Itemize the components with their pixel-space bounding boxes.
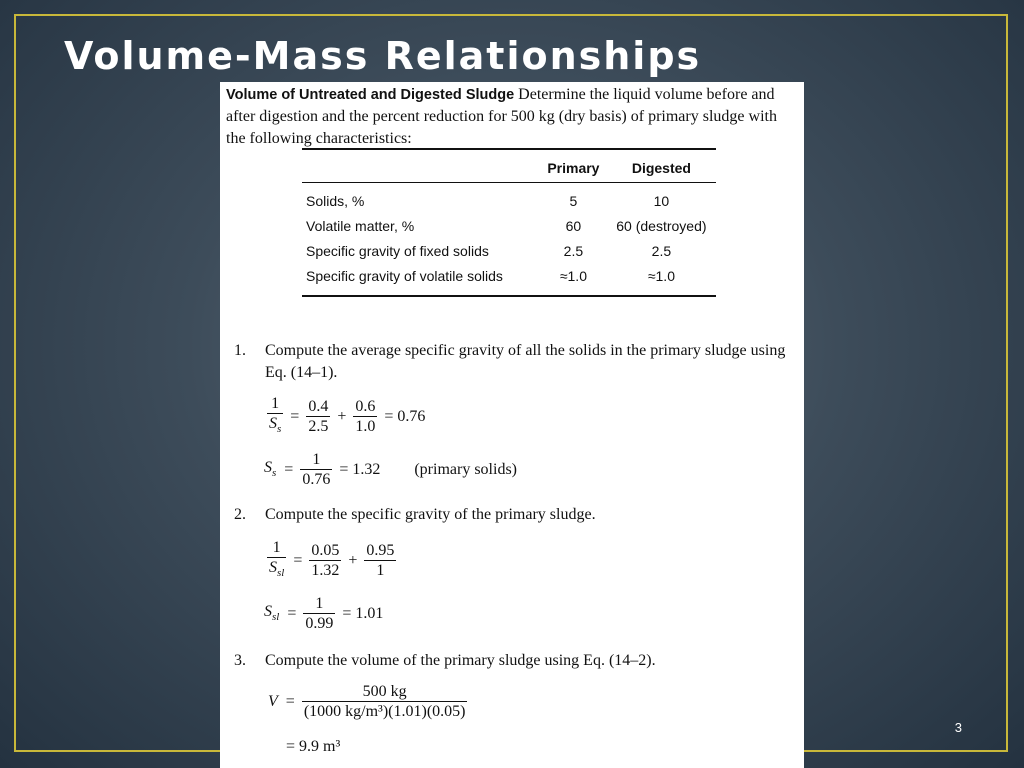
table-header-digested: Digested xyxy=(607,149,716,183)
equation-note: (primary solids) xyxy=(414,460,517,478)
fraction: $\frac{1}{0.76}$ xyxy=(302,451,331,488)
equation-sludge-volume: V = $\frac{500 kg}{\text{(1000 kg/m³)(1.01)(0.05)}}$ xyxy=(268,683,466,720)
fraction: $\frac{1}{S_{sl}}$ xyxy=(269,539,285,580)
table-row xyxy=(302,263,716,296)
table-row xyxy=(302,213,716,238)
step-number: 1. xyxy=(234,342,246,359)
digested-value: 2.5 xyxy=(651,242,672,259)
page-number: 3 xyxy=(954,720,962,735)
row-label: Specific gravity of volatile solids xyxy=(306,267,503,284)
problem-text: Determine the liquid volume before and after digestion and the percent reduction for 500 kg (dry basis) of primary sludge with the following characteristics: xyxy=(226,86,777,147)
fraction: $\frac{1}{0.99}$ xyxy=(305,595,334,632)
step-number: 3. xyxy=(234,652,246,669)
fraction: $\frac{500 kg}{\text{(1000 kg/m³)(1.01)(0.05)}}$ xyxy=(303,683,466,720)
problem-statement xyxy=(226,84,798,150)
equation-sludge-volume-result: = 9.9 m³ xyxy=(286,738,341,755)
step-text: Compute the average specific gravity of all the solids in the primary sludge using Eq. (14–1). xyxy=(265,342,786,381)
step-text: Compute the volume of the primary sludge using Eq. (14–2). xyxy=(265,652,656,669)
fraction: $\frac{0.4}{2.5}$ xyxy=(308,398,329,436)
table-header-row xyxy=(302,149,716,183)
table-row xyxy=(302,238,716,263)
table-row xyxy=(302,183,716,214)
fraction: $\frac{0.6}{1.0}$ xyxy=(355,398,376,436)
step-number: 2. xyxy=(234,506,246,523)
row-label: Volatile matter, % xyxy=(306,217,415,234)
digested-value: 60 (destroyed) xyxy=(616,217,707,234)
table-header-primary: Primary xyxy=(540,149,607,183)
problem-heading: Volume of Untreated and Digested Sludge xyxy=(226,87,515,103)
primary-value: 60 xyxy=(565,217,582,234)
table-header-blank xyxy=(302,149,540,183)
textbook-excerpt xyxy=(220,82,804,768)
fraction: $\frac{1}{S_s}$ xyxy=(269,395,282,436)
row-label: Solids, % xyxy=(306,192,365,209)
sludge-characteristics-table xyxy=(302,148,716,297)
fraction: $\frac{0.05}{1.32}$ xyxy=(311,542,340,580)
row-label: Specific gravity of fixed solids xyxy=(306,242,489,259)
equation-solids-specific-gravity: $S_s$ = $\frac{1}{0.76}$ = 1.32 (primary solids) xyxy=(264,451,517,488)
equation-sludge-specific-gravity: $\frac{1}{S_{sl}}$ = $\frac{0.05}{1.32}$ + $\frac{0.95}{1}$ xyxy=(264,538,399,583)
primary-value: ≈1.0 xyxy=(559,267,587,284)
step-text: Compute the specific gravity of the primary sludge. xyxy=(265,506,596,523)
fraction: $\frac{0.95}{1}$ xyxy=(366,542,395,580)
equation-avg-specific-gravity: $\frac{1}{S_s}$ = $\frac{0.4}{2.5}$ + $\frac{0.6}{1.0}$ = 0.76 xyxy=(264,394,429,439)
slide-title: Volume-Mass Relationships xyxy=(64,34,702,78)
digested-value: 10 xyxy=(653,192,670,209)
primary-value: 2.5 xyxy=(563,242,584,259)
digested-value: ≈1.0 xyxy=(647,267,675,284)
equation-sludge-specific-gravity-result: $S_{sl}$ = $\frac{1}{0.99}$ = 1.01 xyxy=(264,595,384,632)
primary-value: 5 xyxy=(569,192,578,209)
